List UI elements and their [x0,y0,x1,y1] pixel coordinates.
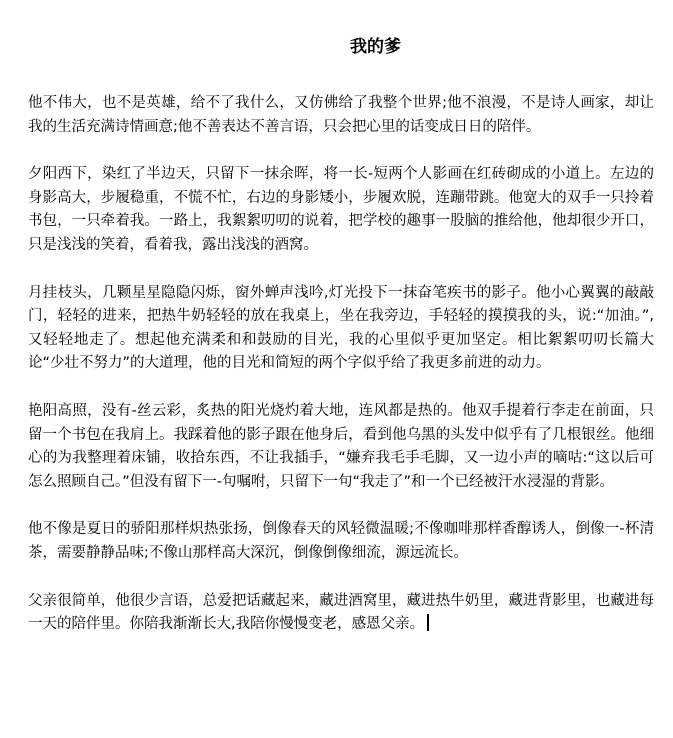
paragraph-last-text: 父亲很简单，他很少言语，总爱把话藏起来，藏进酒窝里，藏进热牛奶里，藏进背影里，也藏进每一天的陪伴里。你陪我渐渐长大,我陪你慢慢变老，感恩父亲。 [28,592,654,633]
paragraph-last [28,590,654,637]
paragraph: 夕阳西下，染红了半边天，只留下一抹余晖，将一长-短两个人影画在红砖砌成的小道上。左边的身影高大，步履稳重，不慌不忙，右边的身影矮小，步履欢脱，连蹦带跳。他宽大的双手一只拎着书包，一只牵着我。一路上，我絮絮叨叨的说着，把学校的趣事一股脑的推给他，他却很少开口，只是浅浅的笑着，看着我，露出浅浅的酒窝。 [28,166,654,253]
text-cursor [427,614,429,631]
paragraph: 艳阳高照，没有-丝云彩，炙热的阳光烧灼着大地，连风都是热的。他双手提着行李走在前面，只留一个书包在我肩上。我踩着他的影子跟在他身后，看到他乌黑的头发中似乎有了几根银丝。他细心的为我整理着床铺，收拾东西，不让我插手，“嫌弃我毛手毛脚，又一边小声的嘀咕:“这以后可怎么照顾自己。”但没有留下一-句嘱咐，只留下一句“我走了”和一个已经被汗水浸湿的背影。 [28,402,654,490]
paragraph: 他不伟大，也不是英雄，给不了我什么，又仿佛给了我整个世界;他不浪漫，不是诗人画家，却让我的生活充满诗情画意;他不善表达不善言语，只会把心里的话变成日日的陪伴。 [28,95,654,135]
paragraph: 月挂枝头，几颗星星隐隐闪烁，窗外蝉声浅吟,灯光投下一抹奋笔疾书的影子。他小心翼翼的敲敲门，轻轻的进来，把热牛奶轻轻的放在我桌上，坐在我旁边，手轻轻的摸摸我的头，说:“加油。”,又轻轻地走了。想起他充满柔和和鼓励的目光，我的心里似乎更加坚定。相比絮絮叨叨长篇大论“少壮不努力”的大道理，他的目光和简短的两个字似乎给了我更多前进的动力。 [28,284,654,372]
document-title: 我的爹 [350,37,401,57]
document-body[interactable] [28,92,654,661]
paragraph: 他不像是夏日的骄阳那样炽热张扬，倒像春天的风轻微温暖;不像咖啡那样香醇诱人，倒像一-杯清茶，需要静静品味;不像山那样高大深沉，倒像倒像细流，源远流长。 [28,521,654,561]
